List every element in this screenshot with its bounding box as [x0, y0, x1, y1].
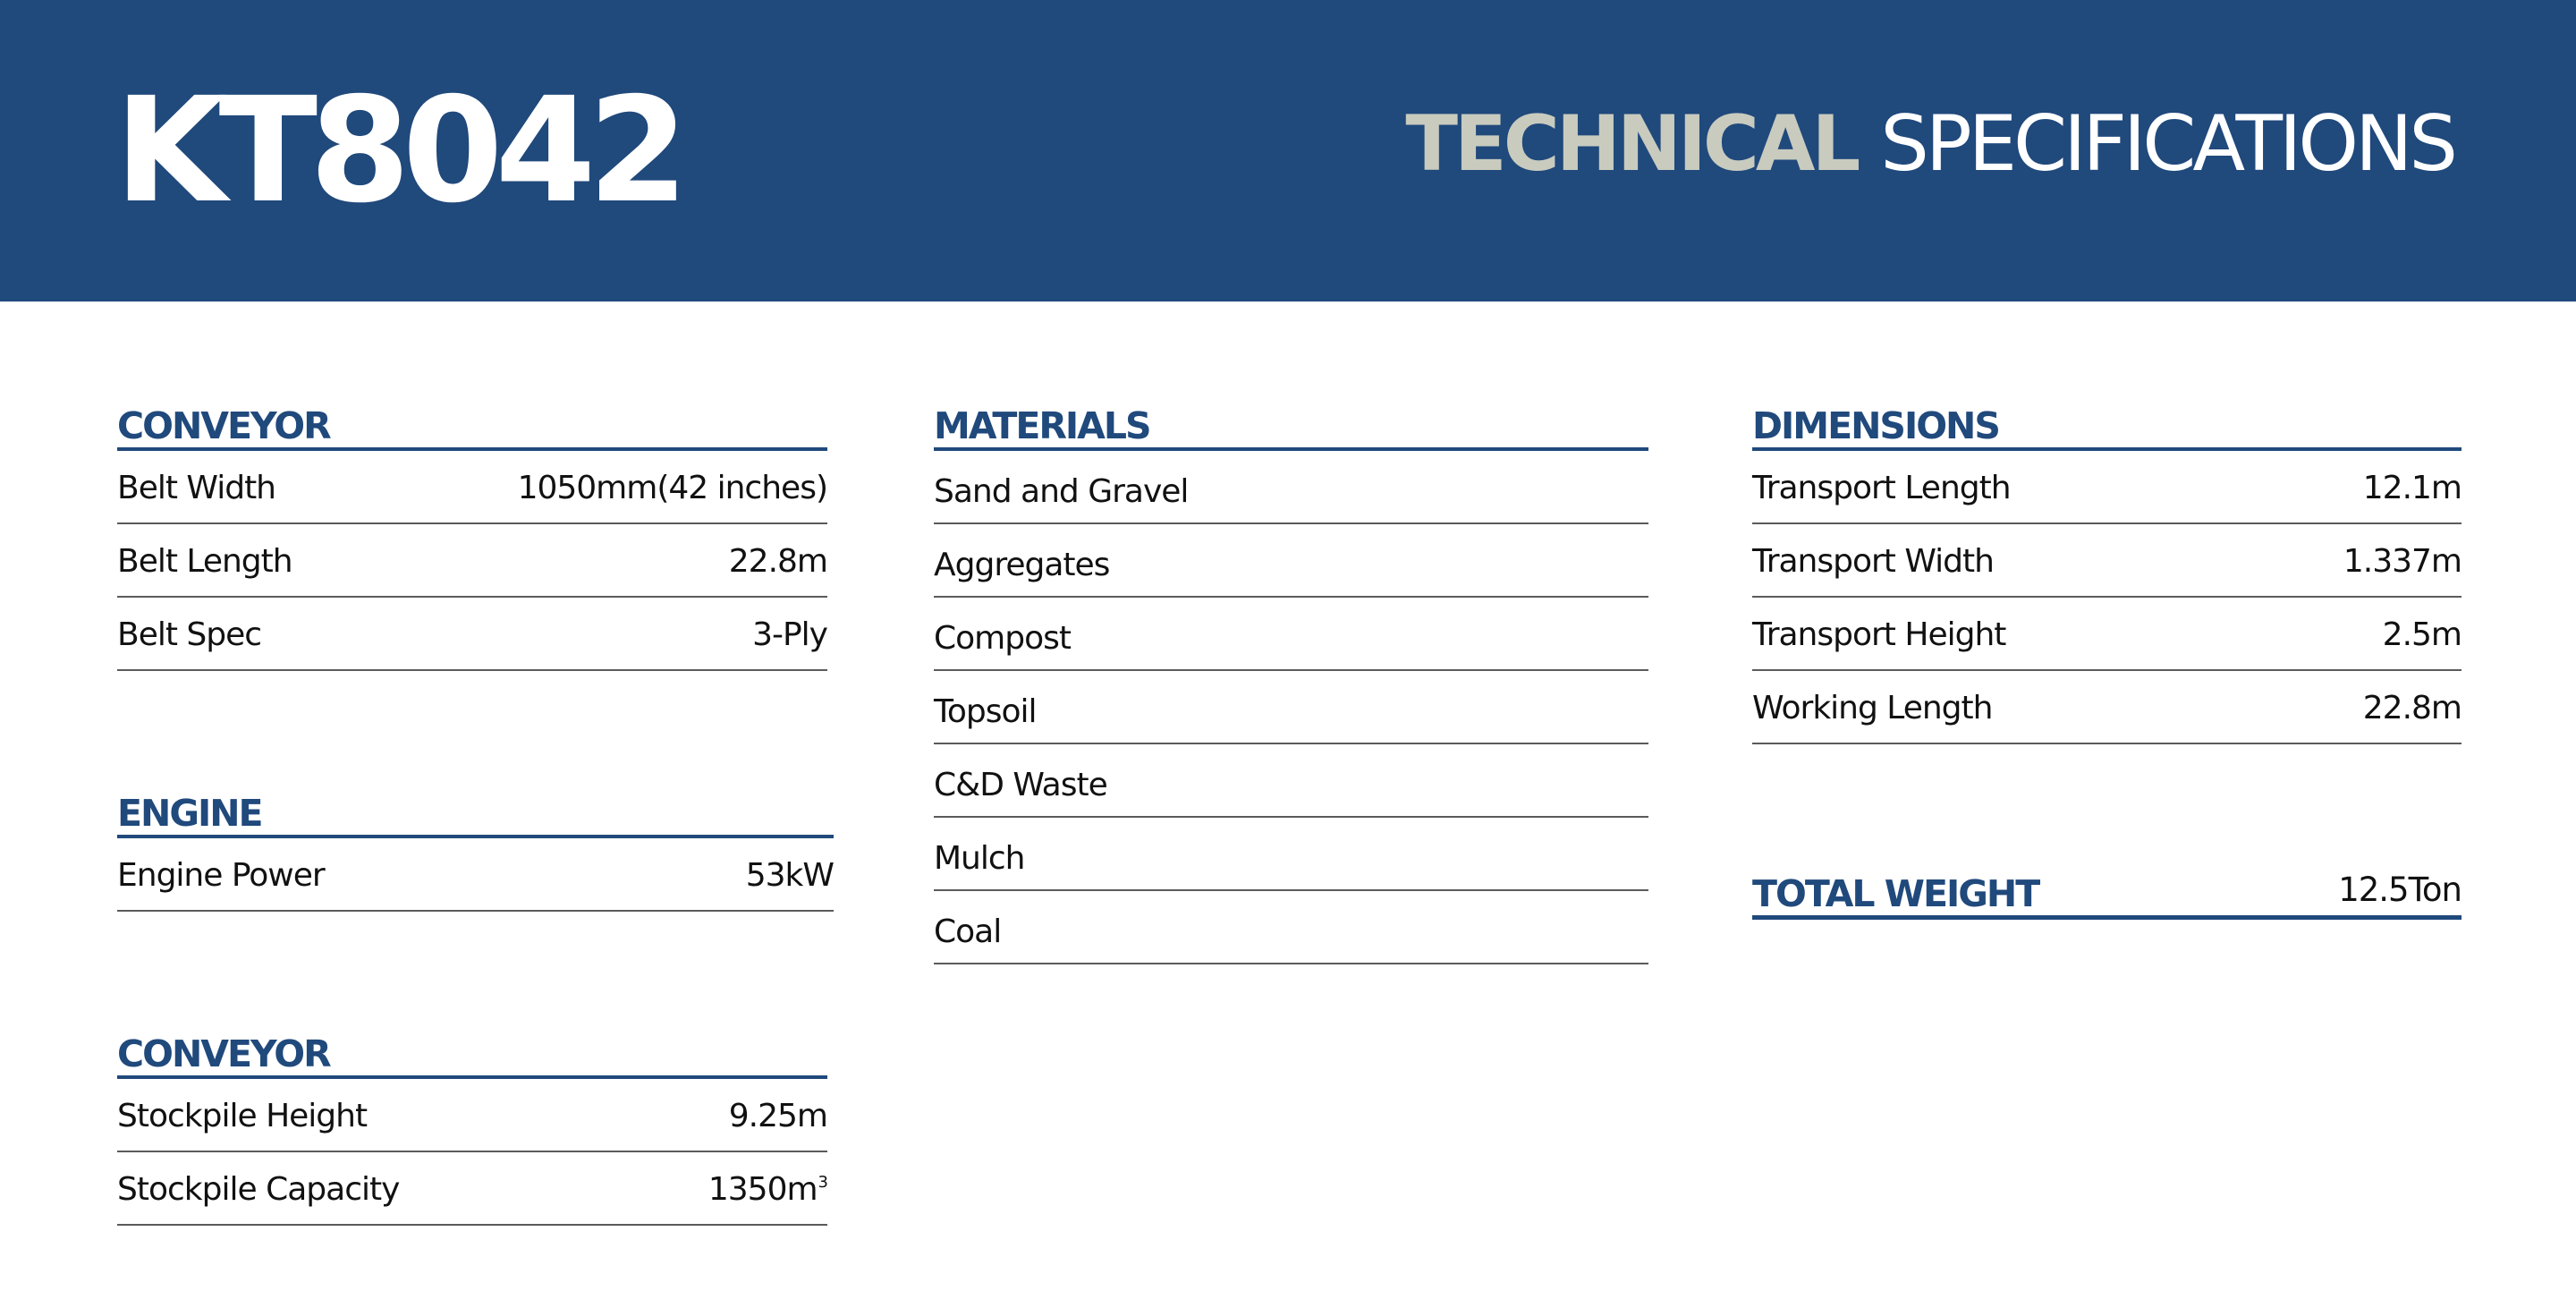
material-item: [934, 744, 1648, 818]
material-label: Compost: [934, 619, 1071, 657]
material-item: [934, 891, 1648, 964]
header-banner: [0, 0, 2576, 302]
material-label: Coal: [934, 913, 1002, 950]
spec-row-belt-spec: [117, 598, 827, 671]
materials-section: [934, 397, 1648, 964]
spec-value: 3-Ply: [752, 616, 827, 653]
spec-value: 22.8m: [728, 542, 827, 580]
spec-value: 2.5m: [2382, 616, 2462, 653]
spec-value: 1050mm(42 inches): [517, 469, 827, 506]
model-name: KT8042: [114, 67, 681, 235]
document-title: [1405, 99, 2454, 189]
material-label: Mulch: [934, 839, 1025, 877]
spec-label: Transport Length: [1752, 469, 2011, 506]
spec-label: Transport Width: [1752, 542, 1994, 580]
spec-label: Stockpile Capacity: [117, 1170, 400, 1208]
material-label: Topsoil: [934, 692, 1037, 730]
spec-label: Belt Length: [117, 542, 292, 580]
title-highlight: TECHNICAL: [1405, 99, 1858, 189]
spec-value: [708, 1171, 827, 1208]
spec-label: Engine Power: [117, 856, 325, 894]
spec-row-working-length: [1752, 671, 2462, 744]
spec-label: Belt Spec: [117, 616, 262, 653]
material-item: [934, 451, 1648, 524]
material-label: Sand and Gravel: [934, 472, 1189, 510]
section-heading: CONVEYOR: [117, 1025, 827, 1079]
section-heading: MATERIALS: [934, 397, 1648, 451]
spec-value: 12.1m: [2362, 469, 2462, 506]
section-heading: TOTAL WEIGHT: [1752, 872, 2039, 915]
total-weight-section: [1752, 864, 2462, 920]
title-rest: SPECIFICATIONS: [1880, 99, 2454, 189]
engine-section: [117, 785, 834, 912]
spec-row-belt-width: [117, 451, 827, 524]
spec-row-belt-length: [117, 524, 827, 598]
material-label: C&D Waste: [934, 766, 1107, 803]
material-item: [934, 671, 1648, 744]
spec-label: Stockpile Height: [117, 1097, 368, 1134]
spec-row-transport-height: [1752, 598, 2462, 671]
section-heading: DIMENSIONS: [1752, 397, 2462, 451]
section-heading: ENGINE: [117, 785, 834, 838]
spec-row-stockpile-height: [117, 1079, 827, 1152]
total-weight-heading-row: [1752, 864, 2462, 920]
total-weight-value: 12.5Ton: [2338, 871, 2462, 909]
material-item: [934, 598, 1648, 671]
spec-row-stockpile-capacity: [117, 1152, 827, 1226]
spec-label: Transport Height: [1752, 616, 2006, 653]
material-label: Aggregates: [934, 546, 1110, 583]
spec-row-engine-power: [117, 838, 834, 912]
spec-row-transport-length: [1752, 451, 2462, 524]
spec-row-transport-width: [1752, 524, 2462, 598]
spec-label: Belt Width: [117, 469, 275, 506]
spec-value: 22.8m: [2362, 689, 2462, 726]
material-item: [934, 818, 1648, 891]
spec-value: 1.337m: [2343, 542, 2462, 580]
cubic-superscript: 3: [818, 1172, 827, 1192]
section-heading: CONVEYOR: [117, 397, 827, 451]
spec-value: 53kW: [745, 856, 834, 894]
spec-label: Working Length: [1752, 689, 1993, 726]
spec-value: 9.25m: [728, 1097, 827, 1134]
conveyor-section: [117, 397, 827, 671]
material-item: [934, 524, 1648, 598]
conveyor-stockpile-section: [117, 1025, 827, 1226]
dimensions-section: [1752, 397, 2462, 744]
capacity-number: 1350m: [708, 1170, 818, 1208]
